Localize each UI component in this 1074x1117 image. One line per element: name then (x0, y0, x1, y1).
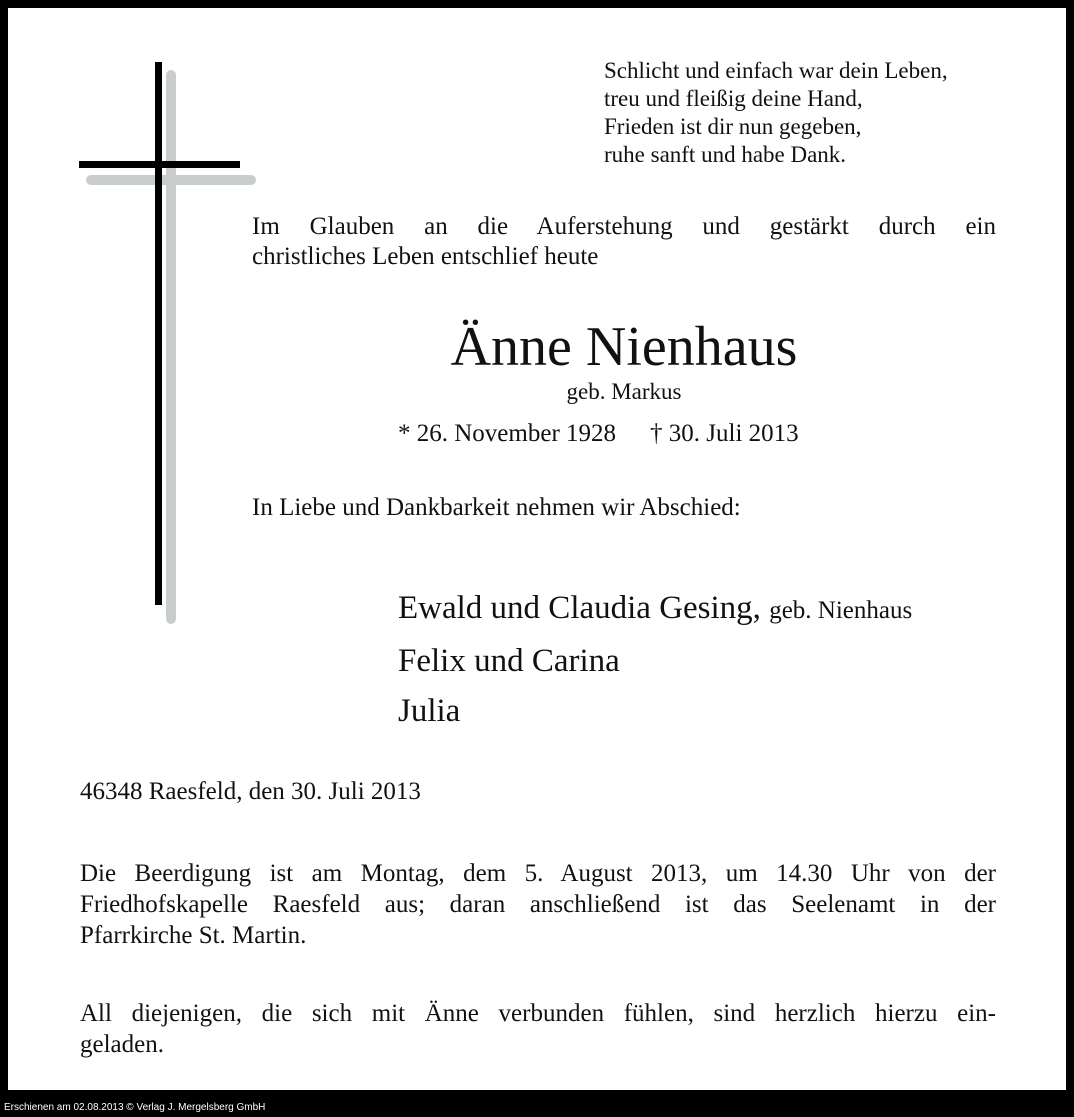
cross-shadow-horizontal (86, 175, 256, 185)
poem (604, 57, 948, 169)
invitation-line: geladen. (80, 1031, 164, 1058)
death-date: † 30. Juli 2013 (650, 420, 799, 447)
mourner-line (398, 583, 912, 636)
intro-line: christliches Leben entschlief heute (252, 243, 599, 270)
burial-line: Die Beerdigung ist am Montag, dem 5. August 2013, um 14.30 Uhr von der (80, 860, 996, 887)
cross-bar-vertical (155, 62, 162, 605)
cross-bar-horizontal (79, 161, 240, 168)
burial-line: Friedhofskapelle Raesfeld aus; daran anschließend ist das Seelenamt in der (80, 891, 996, 918)
birth-date: * 26. November 1928 (398, 420, 617, 447)
poem-line: treu und fleißig deine Hand, (604, 86, 863, 111)
intro-text (252, 212, 996, 272)
invitation (80, 998, 996, 1060)
intro-line: Im Glauben an die Auferstehung und gestärkt durch ein (252, 213, 996, 240)
cross-shadow-vertical (166, 70, 176, 624)
farewell-text: In Liebe und Dankbarkeit nehmen wir Abschied: (252, 494, 741, 521)
poem-line: ruhe sanft und habe Dank. (604, 142, 847, 167)
poem-line: Schlicht und einfach war dein Leben, (604, 58, 948, 83)
invitation-line: All diejenigen, die sich mit Änne verbunden fühlen, sind herzlich hierzu ein- (80, 1000, 996, 1027)
mourner-names: Ewald und Claudia Gesing, (398, 590, 761, 626)
mourners-list (398, 583, 912, 736)
maiden-name: geb. Markus (566, 379, 682, 404)
poem-line: Frieden ist dir nun gegeben, (604, 114, 862, 139)
deceased-name: Änne Nienhaus (450, 316, 798, 378)
mourner-line: Felix und Carina (398, 643, 620, 679)
life-dates (398, 419, 799, 449)
burial-line: Pfarrkirche St. Martin. (80, 922, 307, 949)
publication-credit: Erschienen am 02.08.2013 © Verlag J. Mergelsberg GmbH (4, 1102, 266, 1113)
place-date: 46348 Raesfeld, den 30. Juli 2013 (80, 778, 421, 805)
mourner-maiden-name: geb. Nienhaus (769, 597, 913, 624)
mourner-line: Julia (398, 693, 461, 729)
burial-info (80, 858, 996, 951)
